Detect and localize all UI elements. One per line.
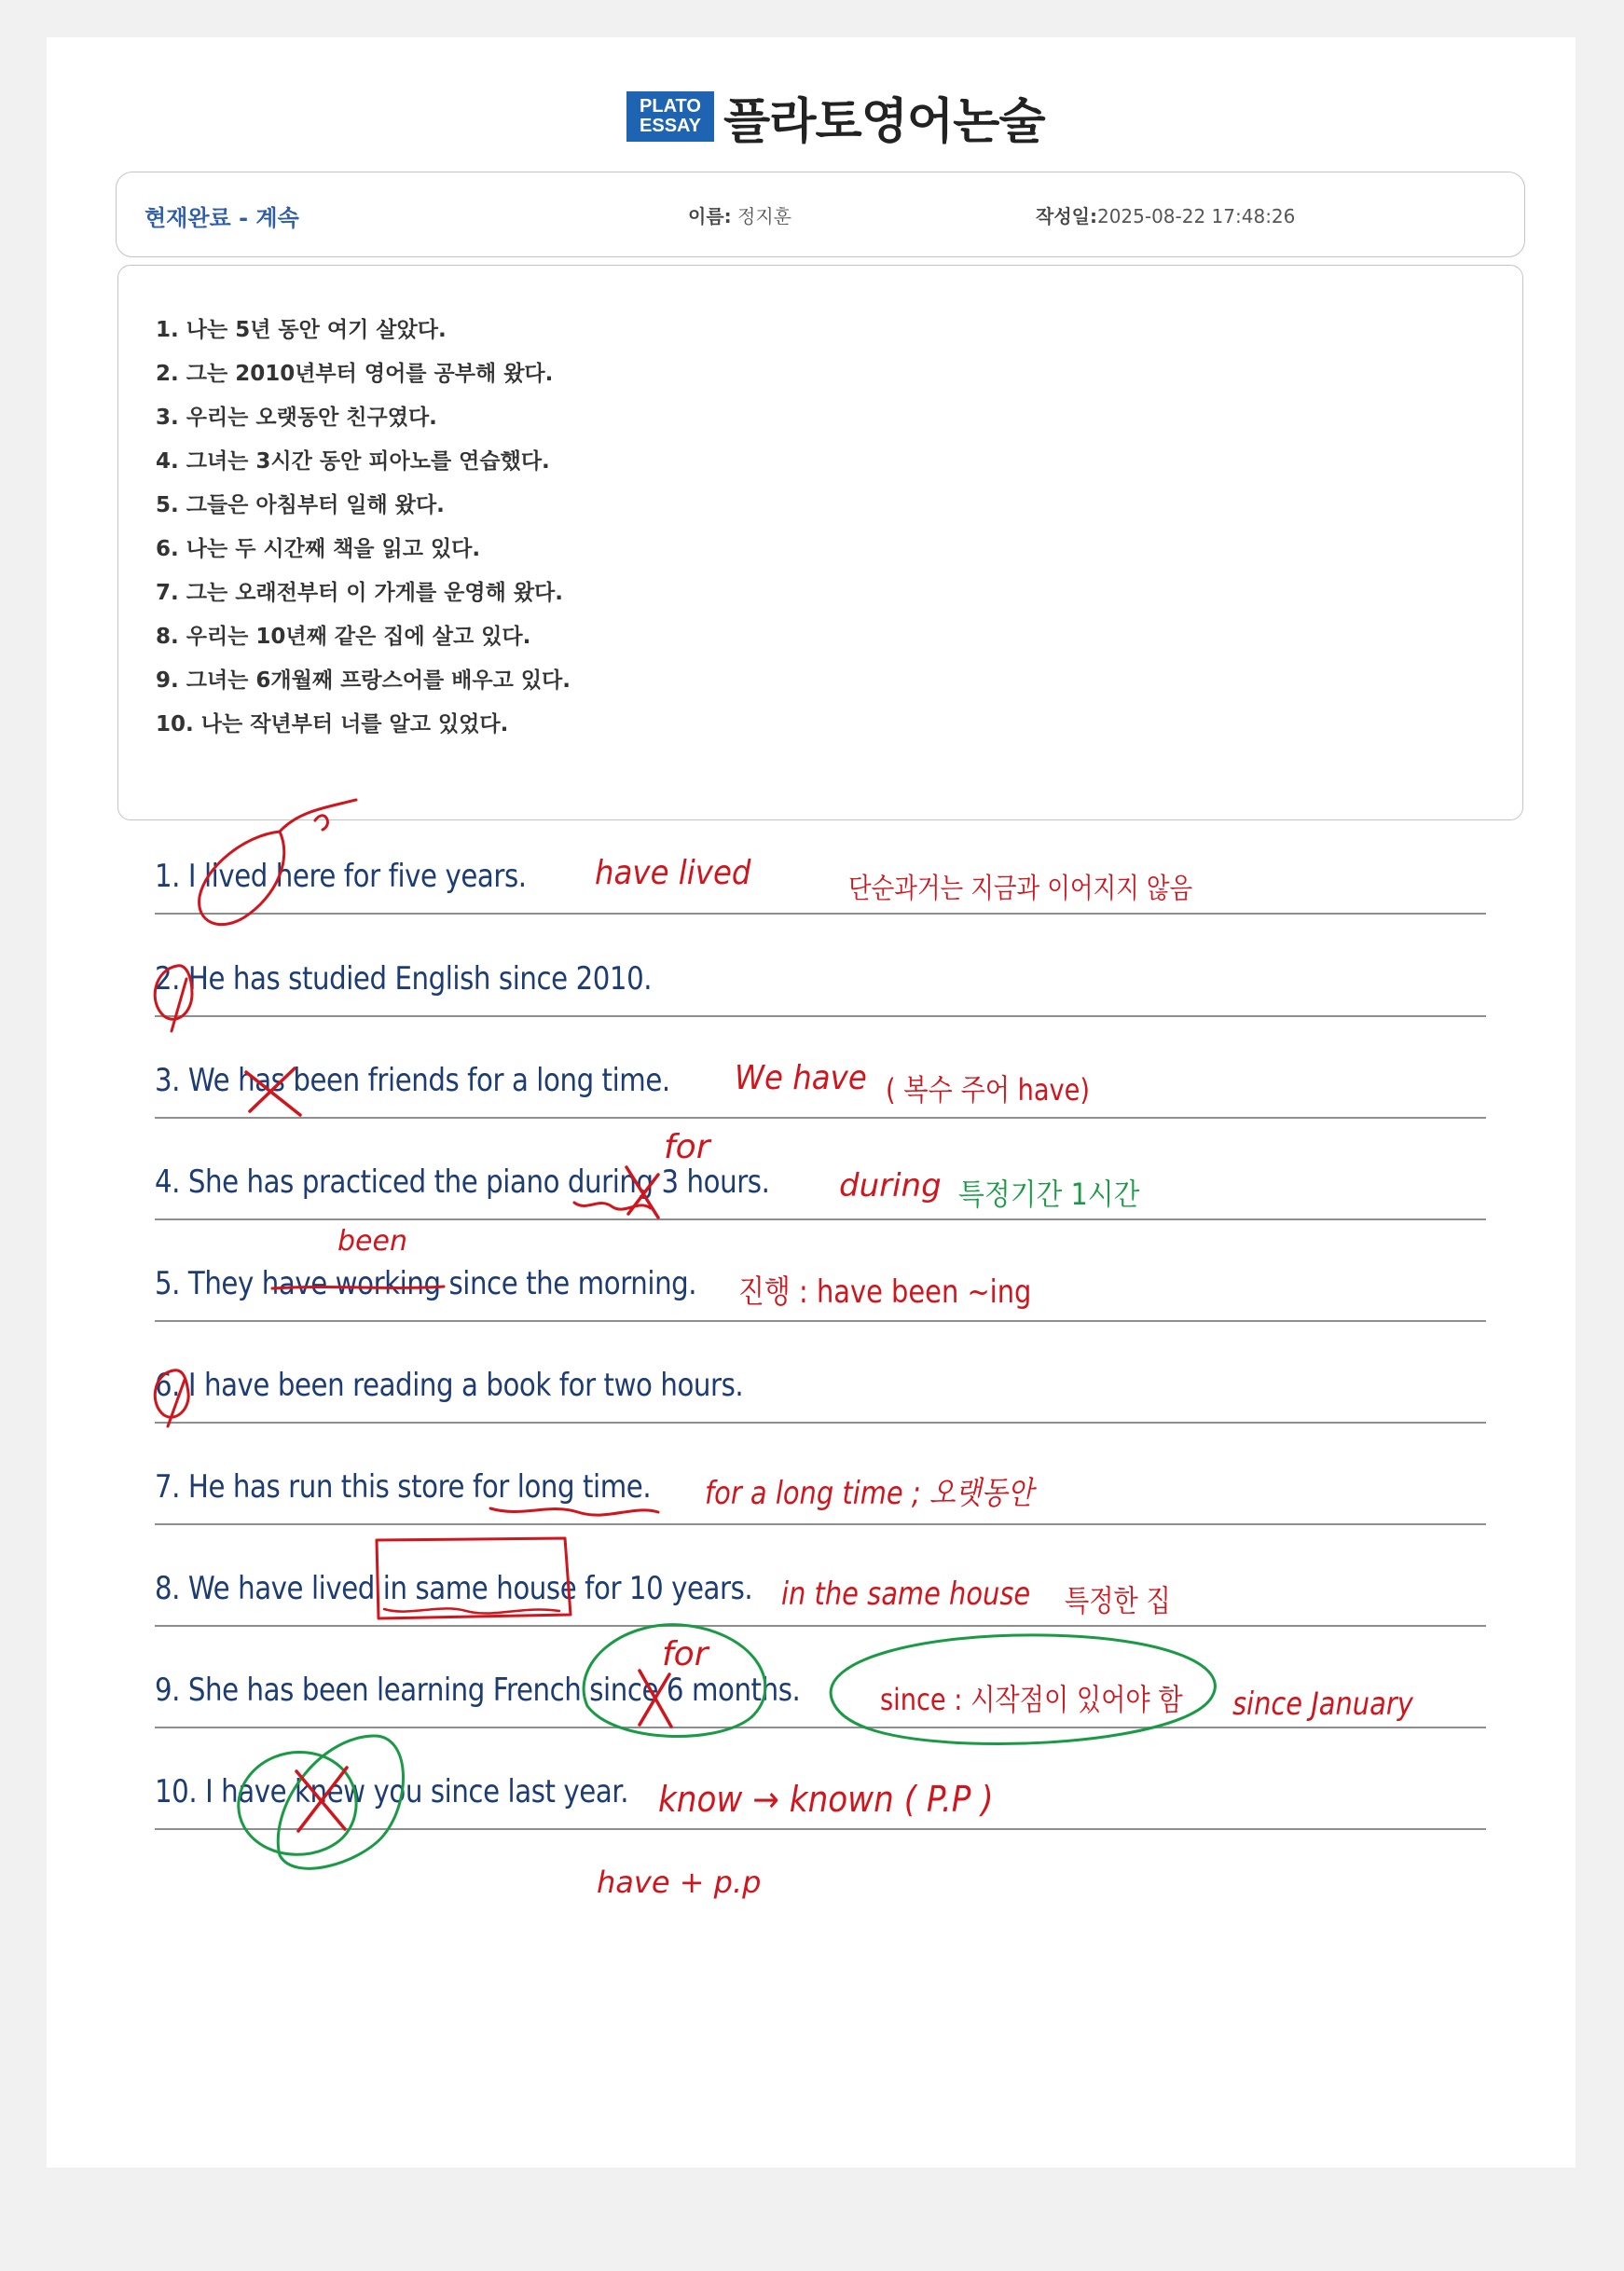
question-item: 10. 나는 작년부터 너를 알고 있었다. [156, 712, 509, 736]
correction-4-insert: for [664, 1128, 710, 1166]
question-item: 6. 나는 두 시간째 책을 읽고 있다. [156, 537, 481, 561]
correction-9-example: since January [1232, 1686, 1413, 1723]
ruled-line [155, 1320, 1486, 1322]
ruled-line [155, 1117, 1486, 1119]
question-box [117, 265, 1523, 820]
answer-line-6: 6. I have been reading a book for two hours. [155, 1367, 744, 1404]
worksheet-header [116, 172, 1525, 257]
question-item: 8. 우리는 10년째 같은 집에 살고 있다. [156, 625, 531, 649]
question-item: 7. 그는 오래전부터 이 가게를 운영해 왔다. [156, 581, 564, 605]
student-name [688, 201, 791, 228]
answer-line-1: 1. I lived here for five years. [155, 858, 527, 895]
name-label: 이름: [688, 205, 732, 227]
ruled-line [155, 1523, 1486, 1525]
answer-line-4: 4. She has practiced the piano during 3 hours. [155, 1163, 770, 1201]
ruled-line [155, 1727, 1486, 1728]
badge-line2: ESSAY [640, 116, 701, 136]
ruled-line [155, 1218, 1486, 1220]
brand-name: 플라토영어논술 [723, 93, 1045, 150]
ruled-line [155, 1422, 1486, 1424]
correction-8-note: 특정한 집 [1065, 1583, 1171, 1618]
correction-3-note: ( 복수 주어 have) [886, 1072, 1091, 1108]
name-value: 정지훈 [737, 205, 791, 227]
correction-10: know → known ( P.P ) [658, 1779, 994, 1820]
correction-4-note: 특정기간 1시간 [958, 1177, 1140, 1212]
correction-3: We have [735, 1059, 867, 1097]
date-label: 작성일: [1036, 205, 1097, 227]
answer-line-9: 9. She has been learning French since 6 months. [155, 1672, 801, 1709]
question-item: 4. 그녀는 3시간 동안 피아노를 연습했다. [156, 449, 550, 474]
correction-5-note: 진행 : have been ~ing [738, 1273, 1032, 1311]
ruled-line [155, 913, 1486, 915]
correction-9-note: since : 시작점이 있어야 함 [880, 1682, 1183, 1717]
badge-line1: PLATO [640, 96, 701, 117]
answer-line-10: 10. I have knew you since last year. [155, 1773, 629, 1810]
correction-1: have lived [595, 854, 751, 892]
correction-7: for a long time ; 오랫동안 [705, 1475, 1034, 1512]
answer-line-3: 3. We has been friends for a long time. [155, 1062, 670, 1099]
created-date [1036, 201, 1295, 228]
ruled-line [155, 1828, 1486, 1830]
date-value: 2025-08-22 17:48:26 [1096, 205, 1296, 227]
question-item: 9. 그녀는 6개월째 프랑스어를 배우고 있다. [156, 668, 571, 693]
question-item: 3. 우리는 오랫동안 친구였다. [156, 406, 437, 430]
correction-4-word: during [839, 1167, 942, 1204]
question-list [156, 309, 571, 747]
answer-line-5: 5. They have working since the morning. [155, 1265, 697, 1302]
correction-10-note: have + p.p [597, 1865, 762, 1900]
question-item: 2. 그는 2010년부터 영어를 공부해 왔다. [156, 362, 554, 386]
question-item: 5. 그들은 아침부터 일해 왔다. [156, 493, 445, 517]
correction-9-insert: for [662, 1635, 709, 1673]
question-item: 1. 나는 5년 동안 여기 살았다. [156, 318, 447, 342]
ruled-line [155, 1625, 1486, 1627]
answer-line-7: 7. He has run this store for long time. [155, 1468, 652, 1506]
ruled-line [155, 1015, 1486, 1017]
correction-5-insert: been [337, 1225, 407, 1258]
correction-8: in the same house [781, 1576, 1031, 1613]
answer-line-8: 8. We have lived in same house for 10 years. [155, 1570, 753, 1607]
brand-logo [626, 86, 1045, 150]
answer-line-2: 2. He has studied English since 2010. [155, 960, 653, 998]
worksheet-title: 현재완료 - 계속 [145, 205, 299, 231]
correction-1-note: 단순과거는 지금과 이어지지 않음 [848, 873, 1193, 905]
plato-essay-badge [626, 91, 714, 142]
